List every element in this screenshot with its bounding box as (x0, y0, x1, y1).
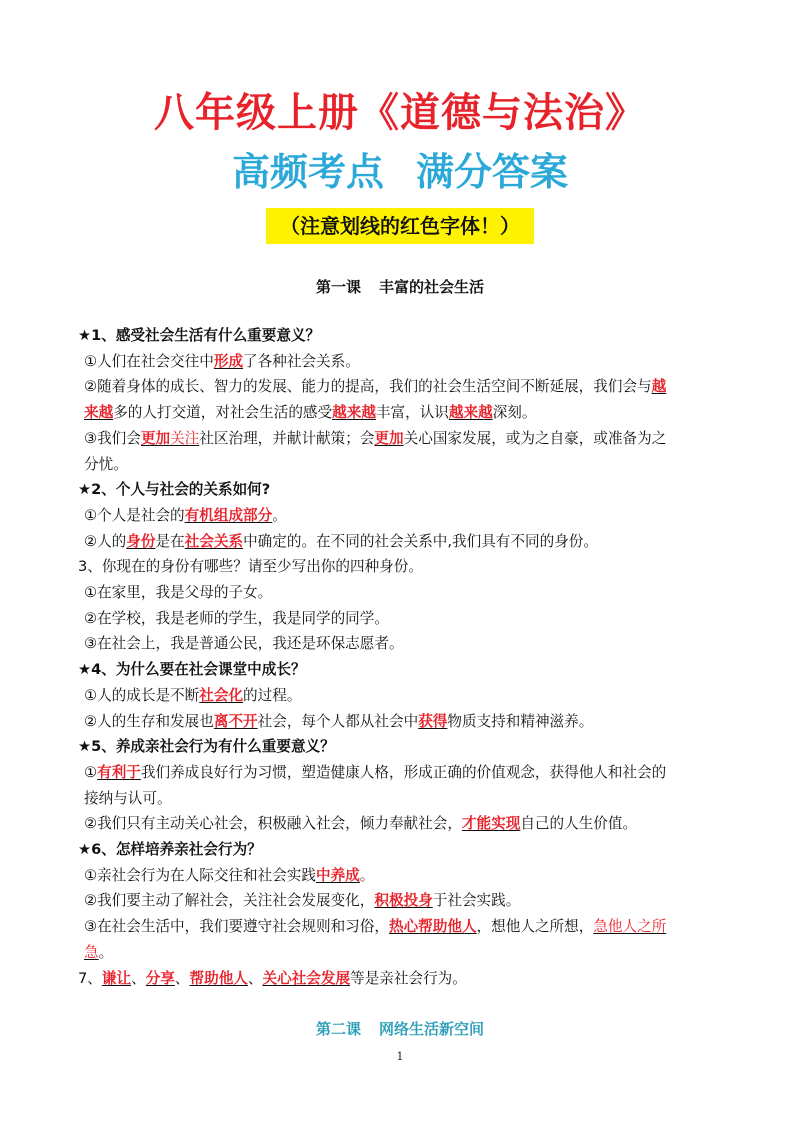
text-run: 、 (131, 969, 146, 987)
answer-line (78, 631, 726, 657)
answer-line-continued (78, 786, 726, 812)
key-phrase-underlined: 谦让 (101, 969, 132, 987)
highlight-note-wrap (0, 208, 800, 244)
key-phrase-underlined: 才能实现 (461, 815, 521, 833)
document-title: 八年级上册《道德与法治》 (154, 89, 646, 136)
key-phrase-underlined: 积极投身 (374, 892, 433, 910)
text-run: 3、你现在的身份有哪些？请至少写出你的四种身份。 (78, 558, 423, 576)
page-number: 1 (396, 1050, 404, 1063)
key-phrase-underlined: 越来越 (448, 404, 493, 422)
text-run: 。 (272, 506, 287, 524)
answer-line (78, 863, 726, 889)
text-run: ②随着身体的成长、智力的发展、能力的提高，我们的社会生活空间不断延展，我们会与 (84, 378, 652, 396)
text-run: 中确定的。在不同的社会关系中,我们具有不同的身份。 (243, 532, 598, 550)
key-phrase-underlined: 更加 (374, 429, 404, 447)
text-run: ②我们要主动了解社会，关注社会发展变化， (84, 892, 375, 910)
text-run: 物质支持和精神滋养。 (447, 712, 594, 730)
key-phrase-underlined: 越来越 (332, 404, 376, 422)
answer-line (78, 683, 726, 709)
answer-line (78, 914, 726, 940)
lesson-1-number: 第一课 (315, 278, 361, 296)
text-run: 。 (359, 866, 375, 884)
lesson-1-name: 丰富的社会生活 (379, 278, 485, 296)
text-run: 。 (98, 943, 114, 961)
subtitle-part-b: 满分答案 (416, 150, 569, 194)
text-run: ②我们只有主动关心社会，积极融入社会，倾力奉献社会， (84, 815, 462, 833)
text-run: 、 (174, 969, 190, 987)
question-line (78, 657, 726, 683)
key-phrase-underlined: 帮助他人 (189, 969, 248, 987)
key-phrase-underlined: 有利于 (97, 763, 141, 781)
answer-line (78, 349, 726, 375)
question-line (78, 477, 726, 503)
key-phrase-underlined: 关注 (170, 429, 200, 447)
document-subtitle (0, 148, 800, 196)
key-phrase-underlined: 社会化 (199, 686, 244, 704)
text-run: 深刻。 (492, 404, 537, 422)
key-phrase-underlined: 社会关系 (184, 532, 244, 550)
text-run: 接纳与认可。 (84, 789, 172, 807)
text-run: ★4、为什么要在社会课堂中成长？ (78, 661, 306, 679)
question-answer-line (78, 554, 726, 580)
lesson-2-name: 网络生活新空间 (379, 1020, 485, 1038)
text-run: 、 (247, 969, 263, 987)
text-run: ① (84, 763, 98, 781)
question-line (78, 734, 726, 760)
text-run: 的过程。 (243, 686, 302, 704)
text-run: 了各种社会关系。 (243, 352, 360, 370)
question-line (78, 323, 726, 349)
answer-line-continued (78, 400, 726, 426)
answer-line (78, 580, 726, 606)
text-run: 等是亲社会行为。 (350, 969, 467, 987)
key-phrase-underlined: 有机组成部分 (184, 506, 273, 524)
key-phrase-underlined: 分享 (145, 969, 175, 987)
text-run: 是在 (155, 532, 185, 550)
key-phrase-underlined: 来越 (84, 404, 114, 422)
text-run: 分忧。 (84, 455, 128, 473)
lesson-2-number: 第二课 (315, 1020, 361, 1038)
lesson-1-heading (0, 276, 800, 298)
text-run: ①亲社会行为在人际交往和社会实践 (84, 866, 316, 884)
text-run: ①在家里，我是父母的子女。 (84, 584, 273, 602)
key-phrase-underlined: 离不开 (213, 712, 258, 730)
answer-line (78, 606, 726, 632)
text-run: 社区治理，并献计献策；会 (199, 429, 375, 447)
subtitle-part-a: 高频考点 (231, 150, 384, 194)
answer-line (78, 426, 726, 452)
key-phrase-underlined: 急 (84, 943, 99, 961)
answer-line-continued (78, 452, 726, 478)
key-phrase-underlined: 形成 (213, 352, 244, 370)
text-run: 自己的人生价值。 (520, 815, 638, 833)
highlight-note: （注意划线的红色字体！） (266, 208, 534, 244)
answer-line-continued (78, 940, 726, 966)
text-run: 7、 (78, 969, 102, 987)
question-line (78, 837, 726, 863)
answer-line (78, 760, 726, 786)
key-phrase-underlined: 热心帮助他人 (388, 918, 477, 936)
text-run: ③在社会生活中，我们要遵守社会规则和习俗， (84, 918, 389, 936)
text-run: 关心国家发展，或为之自豪，或准备为之 (403, 429, 667, 447)
key-phrase-underlined: 中养成 (316, 866, 360, 884)
key-phrase-underlined: 关心社会发展 (262, 969, 351, 987)
text-run: ★6、怎样培养亲社会行为？ (78, 841, 262, 859)
key-phrase-underlined: 获得 (418, 712, 448, 730)
key-phrase-underlined: 急他人之所 (593, 918, 667, 936)
text-run: ★1、感受社会生活有什么重要意义？ (78, 327, 321, 344)
text-run: 多的人打交道，对社会生活的感受 (113, 404, 333, 422)
answer-line (78, 709, 726, 735)
text-run: ，想他人之所想， (476, 918, 594, 936)
question-answer-line (78, 966, 726, 992)
key-phrase-underlined: 更加 (140, 429, 171, 447)
lesson-1-content (78, 323, 726, 991)
key-phrase-underlined: 越 (651, 378, 667, 396)
lesson-2-heading (0, 1018, 800, 1040)
answer-line (78, 503, 726, 529)
text-run: 丰富，认识 (375, 404, 449, 422)
text-run: ②在学校，我是老师的学生，我是同学的同学。 (84, 609, 389, 627)
answer-line (78, 811, 726, 837)
text-run: ①人的成长是不断 (84, 686, 200, 704)
text-run: ①人们在社会交往中 (84, 352, 214, 370)
text-run: ③在社会上，我是普通公民，我还是环保志愿者。 (84, 635, 404, 653)
key-phrase-underlined: 身份 (126, 532, 156, 550)
answer-line (78, 888, 726, 914)
text-run: 社会，每个人都从社会中 (257, 712, 419, 730)
text-run: ①个人是社会的 (84, 506, 185, 524)
text-run: ②人的 (84, 532, 127, 550)
text-run: 于社会实践。 (432, 892, 521, 910)
text-run: ★5、养成亲社会行为有什么重要意义？ (78, 738, 335, 756)
answer-line (78, 529, 726, 555)
answer-line (78, 374, 726, 400)
text-run: ②人的生存和发展也 (84, 712, 214, 730)
text-run: 我们养成良好行为习惯，塑造健康人格，形成正确的价值观念，获得他人和社会的 (140, 763, 667, 781)
text-run: ③我们会 (84, 429, 141, 447)
text-run: ★2、个人与社会的关系如何? (78, 481, 271, 499)
